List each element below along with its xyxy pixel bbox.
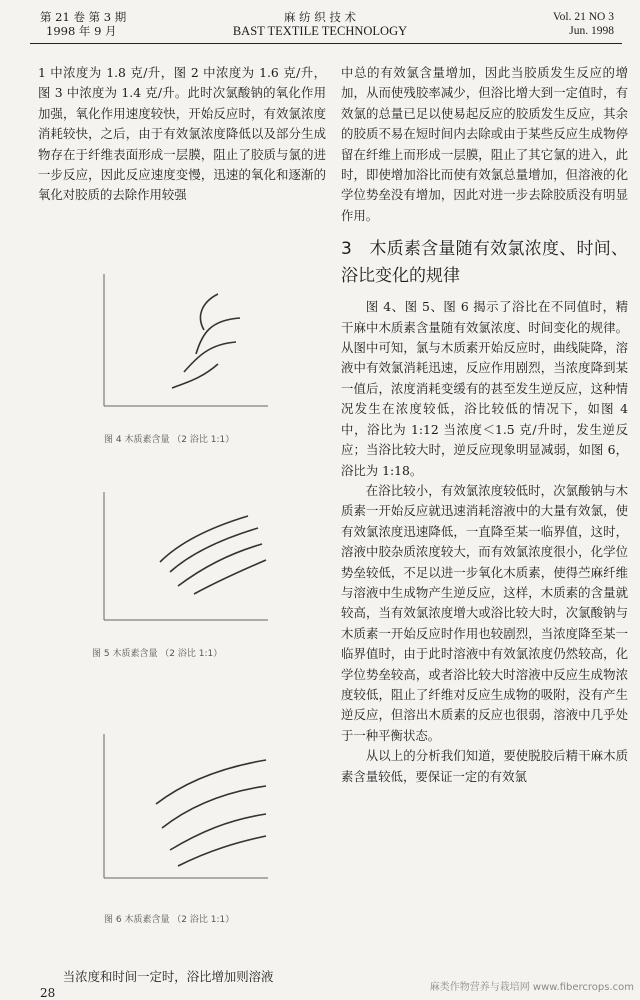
section-3-title: 3 木质素含量随有效氯浓度、时间、浴比变化的规律 — [341, 239, 628, 287]
figure-6-curve-3 — [170, 814, 266, 850]
journal-title — [0, 10, 640, 38]
figure-6-curve-4 — [178, 836, 266, 866]
volume-en: Vol. 21 NO 3 — [552, 11, 614, 23]
left-column-bottom-text — [38, 967, 326, 987]
right-paragraph-2: 图 4、图 5、图 6 揭示了浴比在不同值时，精干麻中木质素含量随有效氯浓度、时间变化的规律。从图中可知，氯与木质素开始反应时，曲线陡降，溶液中有效氯消耗迅速，反应作用剧烈，当浓度降到某一值后，浓度消耗变缓有的甚至发生逆反应，这种情况发生在浓度较低，浴比较低的情况下，如图 4 中，浴比为 1:12 当浓度＜1.5 克/升时，发生逆反应；当浴比较大时，逆反应现象明显减弱，如图 6，浴比为 1:18。 — [341, 299, 628, 478]
date-en: Jun. 1998 — [569, 25, 614, 37]
figure-6-curve-2 — [162, 786, 266, 828]
right-paragraph-3: 在浴比较小，有效氯浓度较低时，次氯酸钠与木质素一开始反应就迅速消耗溶液中的大量有效氯，使有效氯浓度迅速降低，一直降至某一临界值，这时，溶液中胶杂质浓度较大，而有效氯浓度很小，化学位势垒较低，不足以进一步氧化木质素，使得苎麻纤维与溶液中生成物产生逆反应，这样，木质素的含量就较高，当有效氯浓度增大或浴比较大时，次氯酸钠与木质素一开始反应时作用也较剧烈，当浓度降至某一临界值时，由于此时溶液中有效氯浓度仍然较高，化学位势垒较高，或者浴比较大时溶液中反应生成物浓度较低，阻止了纤维对反应生成物的吸附，没有产生逆反应，但溶出木质素的反应也很弱，溶液中几乎处于一种平衡状态。 — [341, 482, 628, 743]
figure-4-caption: 图 4 木质素含量 （2 浴比 1:1） — [104, 435, 235, 445]
figure-4-curve-2 — [196, 318, 240, 354]
left-top-paragraph: 1 中浓度为 1.8 克/升，图 2 中浓度为 1.6 克/升，图 3 中浓度为 1.4 克/升。此时次氯酸钠的氧化作用加强，氧化作用速度较快，开始反应时，有效氯浓度消耗较快，之后，由于有效氯浓度降低以及部分生成物存在于纤维表面形成一层膜，阻止了胶质与氯的进一步反应，因此反应速度变慢，迅速的氧化和逐渐的氧化对胶质的去除作用较强 — [38, 65, 326, 203]
figure-5-curve-1 — [160, 516, 248, 562]
figure-6 — [98, 728, 276, 888]
figure-5 — [98, 488, 276, 628]
journal-title-cn: 麻 纺 织 技 术 — [283, 10, 357, 24]
figure-6-plot — [98, 728, 276, 888]
figure-4-plot — [98, 272, 276, 412]
right-paragraph-4: 从以上的分析我们知道，要使脱胶后精干麻木质素含量较低，要保证一定的有效氯 — [341, 748, 628, 784]
page-number: 28 — [40, 986, 56, 1000]
journal-title-en: BAST TEXTILE TECHNOLOGY — [232, 24, 408, 38]
site-watermark: 麻类作物营养与栽培网 www.fibercrops.com — [429, 982, 634, 993]
figure-4-curve-3 — [184, 342, 236, 372]
header-rule — [30, 43, 622, 44]
figure-5-caption: 图 5 木质素含量 （2 浴比 1:1） — [92, 649, 223, 659]
right-column-text — [341, 63, 628, 787]
left-column-text — [38, 63, 326, 206]
figure-6-caption: 图 6 木质素含量 （2 浴比 1:1） — [104, 915, 235, 925]
right-paragraph-1: 中总的有效氯含量增加，因此当胶质发生反应的增加，从而使残胶率减少，但浴比增大到一定值时，有效氯的总量已足以使易起反应的胶质发生反应，其余的胶质不易在短时间内去除或由于某些反应生成物停留在纤维上而形成一层膜，阻止了其它氯的进入，此时，即使增加浴比而使有效氯总量增加，但溶液的化学位势垒没有增加，因此对进一步去除胶质没有明显作用。 — [341, 65, 628, 223]
journal-volume-en — [553, 10, 614, 38]
figure-5-curve-3 — [178, 544, 262, 586]
left-bottom-paragraph: 当浓度和时间一定时，浴比增加则溶液 — [62, 969, 274, 984]
figure-4 — [98, 272, 276, 412]
figure-5-curve-4 — [194, 560, 266, 594]
figure-6-curve-1 — [156, 760, 266, 804]
issue-date: 1998 年 9 月 — [46, 24, 117, 38]
volume-issue: 第 21 卷 第 3 期 — [40, 10, 127, 24]
figure-4-curve-4 — [172, 364, 218, 388]
figure-5-plot — [98, 488, 276, 628]
